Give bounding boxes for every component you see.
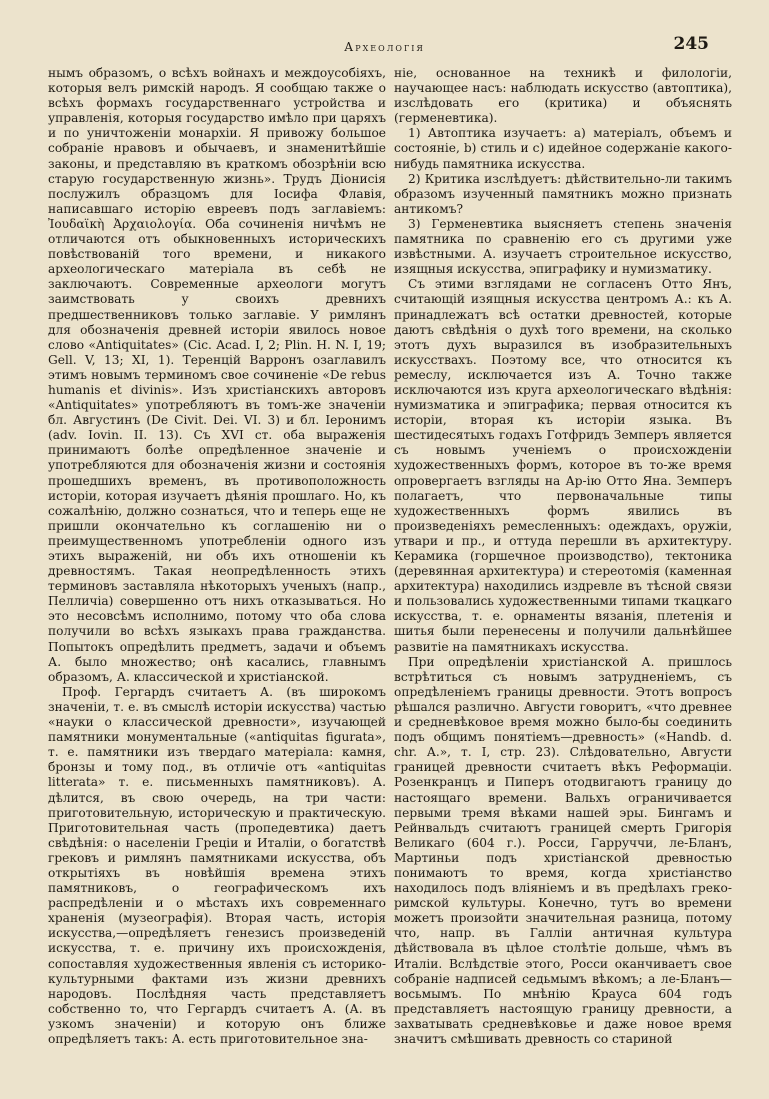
paragraph: нымъ образомъ, о всѣхъ войнахъ и междоусобіяхъ, которыя велъ римскій народъ. Я сообщаю также о всѣхъ формахъ государственнаго устройства и управленія, которыя государство имѣло при царяхъ и по уничтоженіи монархіи. Я привожу большое собраніе нравовъ и обычаевъ, и знаменитѣйшіе законы, и представляю въ краткомъ обозрѣніи всю старую государственную жизнь». Трудъ Діонисія послужилъ образцомъ для Іосифа Флавія, написавшаго исторію евреевъ подъ заглавіемъ: Ἰουδαϊκὴ Ἀρχαιολογία. Оба сочиненія ничѣмъ не отличаются отъ обыкновенныхъ историческихъ повѣствованій того времени, и никакого археологическаго матеріала въ себѣ не заключаютъ. Современные археологи могутъ заимствовать у своихъ древнихъ предшественниковъ только заглавіе. У римлянъ для обозначенія древней исторіи явилось новое слово «Antiquitates» (Cic. Acad. I, 2; Plin. H. N. I, 19; Gell. V, 13; XI, 1). Теренцій Варронъ озаглавилъ этимъ новымъ терминомъ свое сочиненіе «De rebus humanis et divinis». Изъ христіанскихъ авторовъ «Antiquitates» употребляютъ въ томъ-же значеніи бл. Августинъ (De Civit. Dei. VI. 3) и бл. Іеронимъ (adv. Iovin. II. 13). Съ XVI ст. оба выраженія принимаютъ болѣе опредѣленное значеніе и употребляются для обозначенія жизни и состоянія прошедшихъ временъ, въ противоположность исторіи, которая изучаетъ дѣянія прошлаго. Но, къ сожалѣнію, должно сознаться, что и теперь еще не пришли окончательно къ соглашенію ни о преимущественномъ употребленіи одного изъ этихъ выраженій, ни объ ихъ отношеніи къ древностямъ. Такая неопредѣленность этихъ терминовъ заставляла нѣкоторыхъ ученыхъ (напр., Пелличіа) совершенно отъ нихъ отказываться. Но это несовсѣмъ исполнимо, потому что оба слова получили во всѣхъ языкахъ права гражданства. Попытокъ опредѣлить предметъ, задачи и объемъ А. было множество; онѣ касались, главнымъ образомъ, А. классической и христіанской. xyxy=(48,66,386,684)
right-column xyxy=(394,66,732,1078)
page-header xyxy=(0,34,769,58)
paragraph: Съ этими взглядами не согласенъ Отто Янъ, считающій изящныя искусства центромъ А.: къ А. принадлежатъ всѣ остатки древностей, которые даютъ свѣдѣнія о духѣ того времени, на сколько этотъ духъ выразился въ изобразительныхъ искусствахъ. Поэтому все, что относится къ ремеслу, исключается изъ А. Точно также исключаются изъ круга археологическаго вѣдѣнія: нумизматика и эпиграфика; первая относится къ исторіи, вторая къ исторіи языка. Въ шестидесятыхъ годахъ Готфридъ Земперъ является съ новымъ ученіемъ о происхожденіи художественныхъ формъ, которое въ то-же время опровергаетъ взгляды на Ар-ію Отто Яна. Земперъ полагаетъ, что первоначальные типы художественныхъ формъ явились въ произведеніяхъ ремесленныхъ: одеждахъ, оружіи, утвари и пр., и оттуда перешли въ архитектуру. Керамика (горшечное производство), тектоника (деревянная архитектура) и стереотомія (каменная архитектура) находились издревле въ тѣсной связи и пользовались художественными типами ткацкаго искусства, т. е. орнаменты вязанія, плетенія и шитья были перенесены и получили дальнѣйшее развитіе на памятникахъ искусства. xyxy=(394,277,732,654)
page-number: 245 xyxy=(673,34,709,54)
paragraph: ніе, основанное на техникѣ и филологіи, научающее насъ: наблюдать искусство (автоптика), изслѣдовать его (критика) и объяснять (герменевтика). xyxy=(394,66,732,126)
paragraph: При опредѣленіи христіанской А. пришлось встрѣтиться съ новымъ затрудненіемъ, съ опредѣленіемъ границы древности. Этотъ вопросъ рѣшался различно. Августи говоритъ, «что древнее и средневѣковое время можно было-бы соединить подъ общимъ понятіемъ—древность» («Handb. d. chr. A.», т. I, стр. 23). Слѣдовательно, Августи границей древности считаетъ вѣкъ Реформаціи. Розенкранцъ и Пиперъ отодвигаютъ границу до настоящаго времени. Вальхъ ограничивается первыми тремя вѣками нашей эры. Бингамъ и Рейнвальдъ считаютъ границей смерть Григорія Великаго (604 г.). Росси, Гарруччи, ле-Бланъ, Мартиньи подъ христіанской древностью понимаютъ то время, когда христіанство находилось подъ вліяніемъ и въ предѣлахъ греко-римской культуры. Конечно, тутъ во времени можетъ произойти значительная разница, потому что, напр. въ Галліи античная культура дѣйствовала въ цѣлое столѣтіе дольше, чѣмъ въ Италіи. Вслѣдствіе этого, Росси оканчиваетъ свое собраніе надписей седьмымъ вѣкомъ; а ле-Бланъ—восьмымъ. По мнѣнію Крауса 604 годъ представляетъ настоящую границу древности, а захватывать средневѣковье и даже новое время значитъ смѣшивать древность со стариной xyxy=(394,654,732,1046)
paragraph: 2) Критика изслѣдуетъ: дѣйствительно-ли такимъ образомъ изученный памятникъ можно признать антикомъ? xyxy=(394,171,732,216)
left-column xyxy=(48,66,386,1078)
paragraph: 3) Герменевтика выясняетъ степень значенія памятника по сравненію его съ другими уже извѣстными. А. изучаетъ строительное искусство, изящныя искусства, эпиграфику и нумизматику. xyxy=(394,216,732,277)
paragraph: 1) Автоптика изучаетъ: a) матеріалъ, объемъ и состояніе, b) стиль и c) идейное содержаніе какого-нибудь памятника искусства. xyxy=(394,126,732,171)
paragraph: Проф. Гергардъ считаетъ А. (въ широкомъ значеніи, т. е. въ смыслѣ исторіи искусства) частью «науки о классической древности», изучающей памятники монументальные («antiquitas figurata», т. е. памятники изъ твердаго матеріала: камня, бронзы и тому под., въ отличіе отъ «antiquitas litterata» т. е. письменныхъ памятниковъ). А. дѣлится, въ свою очередь, на три части: приготовительную, историческую и практическую. Приготовительная часть (пропедевтика) даетъ свѣдѣнія: о населеніи Греціи и Италіи, о богатствѣ грековъ и римлянъ памятниками искусства, объ открытіяхъ въ новѣйшія времена этихъ памятниковъ, о географическомъ ихъ распредѣленіи и о мѣстахъ ихъ современнаго храненія (музеографія). Вторая часть, исторія искусства,—опредѣляетъ генезисъ произведеній искусства, т. е. причину ихъ происхожденія, сопоставляя художественныя явленія съ историко-культурными фактами изъ жизни древнихъ народовъ. Послѣдняя часть представляетъ собственно то, что Гергардъ считаетъ А. (А. въ узкомъ значеніи) и которую онъ ближе опредѣляетъ такъ: А. есть приготовительное зна- xyxy=(48,684,386,1046)
running-title: Археологія xyxy=(344,40,425,54)
